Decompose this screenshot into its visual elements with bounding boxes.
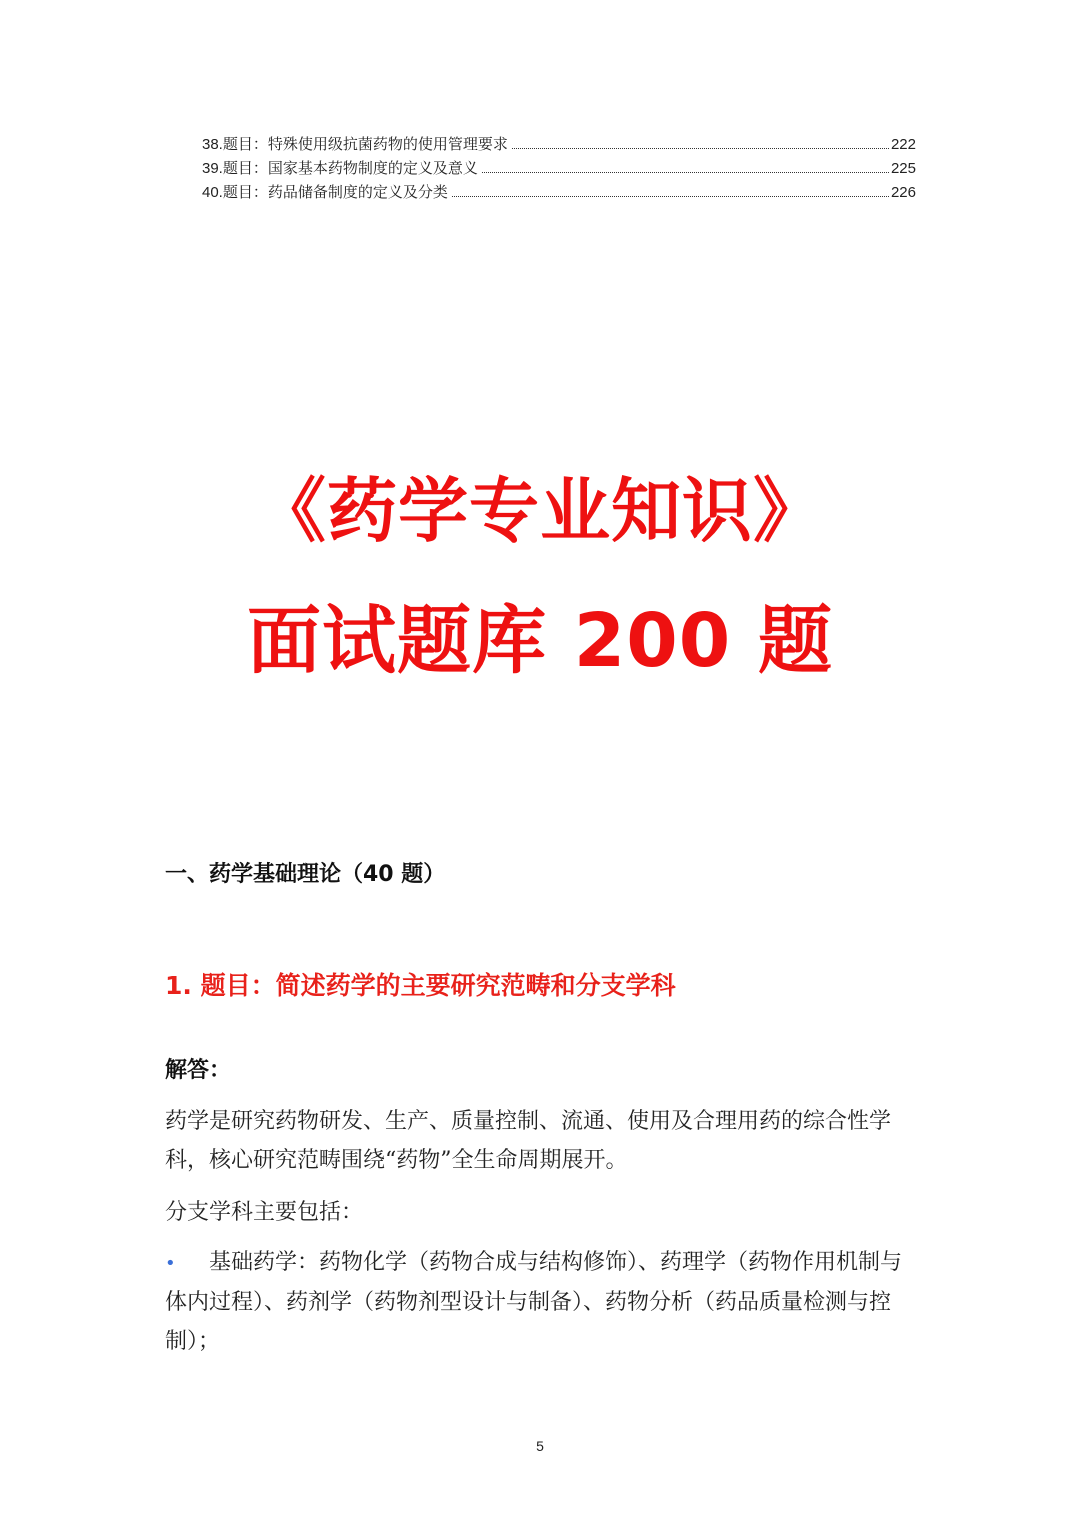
cover-title-line-2: 面试题库 200 题	[247, 598, 833, 684]
toc-entry-number: 38.	[202, 136, 223, 153]
toc-entry[interactable]	[202, 180, 916, 204]
cover-title-line-1: 《药学专业知识》	[256, 470, 824, 552]
toc-entry-title: 题目：特殊使用级抗菌药物的使用管理要求	[222, 135, 508, 153]
answer-subheading: 分支学科主要包括：	[165, 1200, 364, 1225]
bullet-list-item	[165, 1243, 905, 1361]
page-number: 5	[536, 1438, 544, 1454]
toc-entry-number: 40.	[202, 184, 223, 201]
table-of-contents	[202, 132, 916, 204]
toc-entry-title: 题目：药品储备制度的定义及分类	[222, 183, 448, 201]
toc-entry-page: 225	[890, 160, 916, 177]
bullet-icon: •	[165, 1253, 176, 1274]
bullet-text: 基础药学：药物化学（药物合成与结构修饰）、药理学（药物作用机制与体内过程）、药剂学（药物剂型设计与制备）、药物分析（药品质量检测与控制）；	[165, 1250, 903, 1354]
toc-entry-page: 226	[890, 184, 916, 201]
toc-entry-number: 39.	[202, 160, 223, 177]
toc-entry[interactable]	[202, 156, 916, 180]
toc-leader-dots	[452, 195, 889, 197]
section-heading: 一、药学基础理论（40 题）	[165, 862, 446, 887]
toc-leader-dots	[512, 147, 889, 149]
toc-entry-title: 题目：国家基本药物制度的定义及意义	[222, 159, 478, 177]
answer-paragraph: 药学是研究药物研发、生产、质量控制、流通、使用及合理用药的综合性学科，核心研究范畴围绕“药物”全生命周期展开。	[165, 1109, 892, 1173]
toc-leader-dots	[482, 171, 889, 173]
answer-label: 解答：	[165, 1058, 232, 1083]
toc-entry[interactable]	[202, 132, 916, 156]
toc-entry-page: 222	[890, 136, 916, 153]
question-heading: 1. 题目：简述药学的主要研究范畴和分支学科	[165, 971, 676, 1000]
